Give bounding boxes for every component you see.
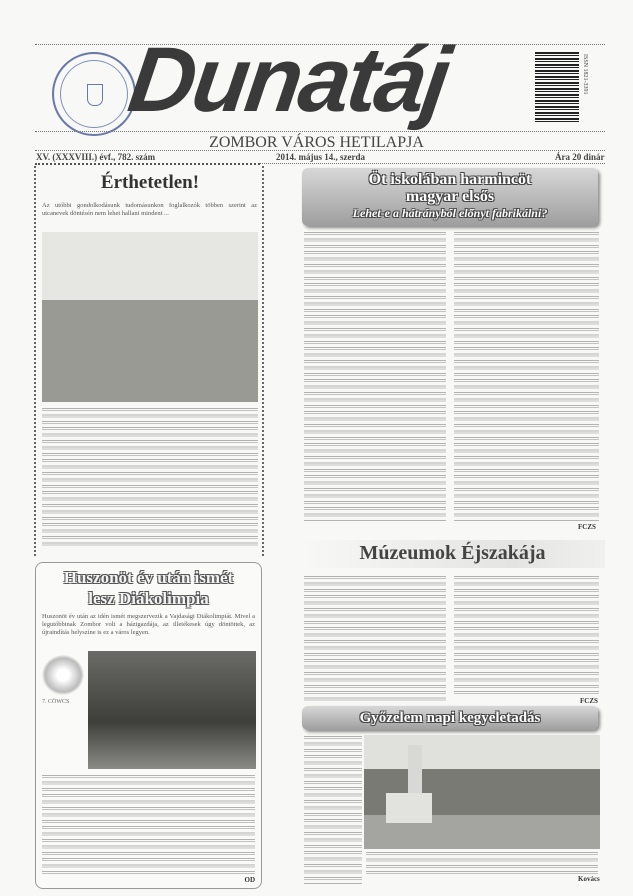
article-lead: Huszonöt év után az idén ismét megszervezik a Vajdasági Diákolimpiát. Mivel a legutóbbinak Zombor volt a házigazdája, az illetékesek úgy döntöttek, az újraindítás helyszíne is ez a város legyen.	[42, 613, 255, 636]
article-body-col1	[304, 736, 362, 884]
article-body-col2	[454, 232, 599, 522]
price: Ára 20 dinár	[555, 152, 605, 162]
article-lead: Az utóbbi gondolkodásunk tudomásunkon foglalkozók többen szerint az utcanevek döntésén nem lehet hallani mindent ...	[42, 202, 257, 217]
photo-caption: 7. CÖWCS	[42, 699, 70, 705]
signature: FCZS	[580, 697, 598, 705]
issue-date: 2014. május 14., szerda	[276, 152, 365, 162]
article-subtitle: Lehet-e a hátrányból előnyt fabrikálni?	[352, 206, 548, 220]
article-body	[42, 775, 255, 875]
barcode-icon	[535, 52, 579, 124]
monument-photo	[364, 735, 600, 849]
masthead-subtitle: ZOMBOR VÁROS HETILAPJA	[209, 134, 424, 151]
article-title: Érthetetlen!	[100, 172, 200, 193]
article-body-col1	[304, 576, 446, 704]
article-photo	[88, 651, 256, 769]
article-title: Öt iskolában harmincöt magyar elsős	[368, 171, 532, 205]
article-banner	[302, 706, 598, 730]
issn: ISSN 1821-3391	[582, 54, 588, 95]
article-banner	[302, 168, 598, 226]
article-diakolimpia	[35, 562, 262, 889]
article-body	[42, 408, 258, 548]
signature: Kovács	[578, 875, 600, 883]
article-photo	[42, 232, 258, 402]
article-title: Múzeumok Éjszakája	[359, 542, 546, 564]
signature: OD	[244, 876, 255, 884]
article-title: Győzelem napi kegyeletadás	[359, 710, 541, 726]
article-body-col1	[304, 232, 446, 522]
signature: FCZS	[578, 523, 596, 531]
article-title: Huszonöt év után ismét lesz Diákolimpia	[63, 568, 234, 608]
masthead-title: Dunatáj	[122, 29, 454, 131]
olympics-logo-icon	[42, 655, 84, 695]
issue-number: XV. (XXXVIII.) évf., 782. szám	[36, 152, 156, 162]
article-body-col2	[454, 576, 599, 696]
photo-caption	[366, 852, 598, 874]
